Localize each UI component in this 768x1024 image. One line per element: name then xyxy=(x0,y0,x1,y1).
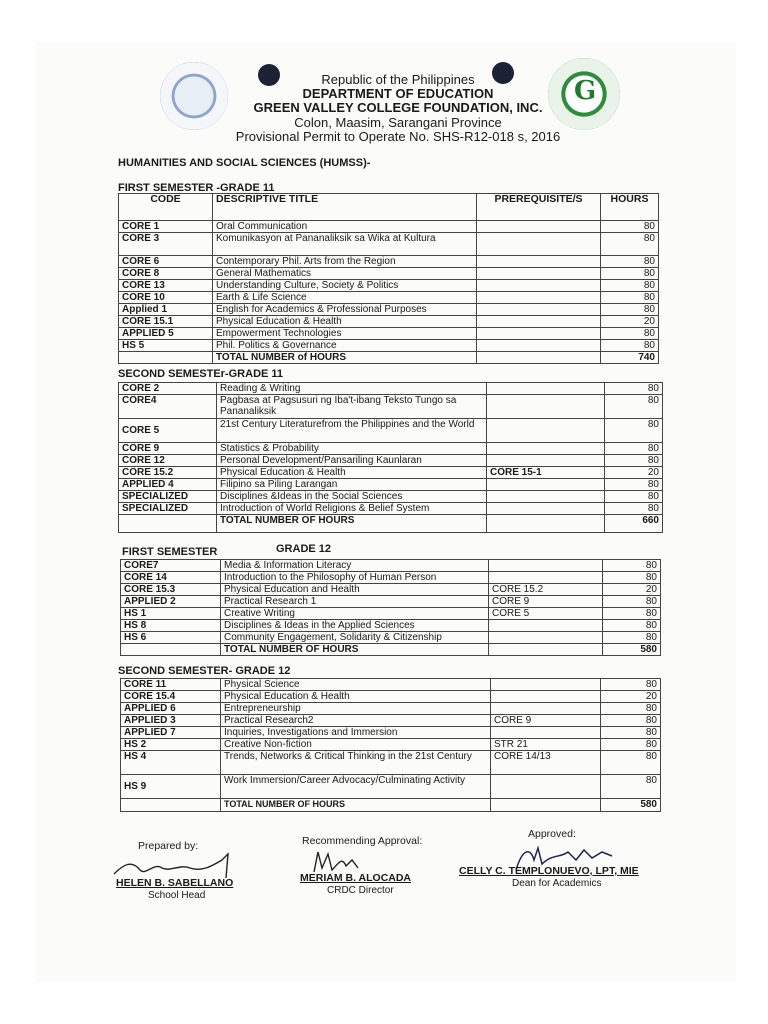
cell-title: Disciplines &Ideas in the Social Sciences xyxy=(217,491,487,503)
table-row xyxy=(119,491,663,503)
cell-title: Media & Information Literacy xyxy=(221,560,489,572)
table-row xyxy=(119,455,663,467)
cell-hours: 20 xyxy=(605,467,663,479)
cell-title: Phil. Politics & Governance xyxy=(213,340,477,352)
cell-prereq xyxy=(487,479,605,491)
section-heading-sem2-g12: SECOND SEMESTER- GRADE 12 xyxy=(118,665,291,677)
table-row xyxy=(121,608,661,620)
cell-prereq xyxy=(489,632,603,644)
cell-code: CORE 3 xyxy=(119,233,213,256)
table-row xyxy=(121,632,661,644)
cell-prereq xyxy=(489,560,603,572)
cell-prereq xyxy=(491,703,601,715)
cell-title: Physical Education & Health xyxy=(213,316,477,328)
cell-code: CORE 9 xyxy=(119,443,217,455)
table-sem1-g11 xyxy=(118,193,659,364)
table-row xyxy=(119,304,659,316)
cell-hours: 80 xyxy=(605,455,663,467)
cell-code: HS 4 xyxy=(121,751,221,775)
cell-prereq xyxy=(477,328,601,340)
cell-code: CORE 15.3 xyxy=(121,584,221,596)
cell-prereq xyxy=(477,280,601,292)
table-total-row xyxy=(121,644,661,656)
cell-hours: 80 xyxy=(601,751,661,775)
cell-prereq xyxy=(487,503,605,515)
cell-code: CORE 1 xyxy=(119,221,213,233)
cell-hours: 20 xyxy=(601,691,661,703)
table-row xyxy=(119,383,663,395)
cell-prereq xyxy=(491,679,601,691)
cell-code: APPLIED 2 xyxy=(121,596,221,608)
table-row xyxy=(119,292,659,304)
table-header-row xyxy=(119,194,659,221)
table-row xyxy=(121,560,661,572)
cell-title: Physical Education and Health xyxy=(221,584,489,596)
col-header-prereq: PREREQUISITE/S xyxy=(477,194,601,221)
cell-hours: 80 xyxy=(601,340,659,352)
table-row xyxy=(119,419,663,443)
cell-prereq: CORE 9 xyxy=(489,596,603,608)
cell-prereq xyxy=(477,316,601,328)
cell-prereq: STR 21 xyxy=(491,739,601,751)
table-total-row xyxy=(119,515,663,533)
table-row xyxy=(121,727,661,739)
col-header-title: DESCRIPTIVE TITLE xyxy=(213,194,477,221)
cell-code: SPECIALIZED xyxy=(119,503,217,515)
cell-hours: 80 xyxy=(601,292,659,304)
cell-title: Disciplines & Ideas in the Applied Sciences xyxy=(221,620,489,632)
table-row xyxy=(121,572,661,584)
cell-hours: 80 xyxy=(603,608,661,620)
cell-prereq xyxy=(489,620,603,632)
cell-title: Trends, Networks & Critical Thinking in the 21st Century xyxy=(221,751,491,775)
cell-hours: 80 xyxy=(601,715,661,727)
cell-code: CORE7 xyxy=(121,560,221,572)
cell-hours: 20 xyxy=(601,316,659,328)
total-label: TOTAL NUMBER OF HOURS xyxy=(221,644,489,656)
col-header-code: CODE xyxy=(119,194,213,221)
cell-hours: 80 xyxy=(601,703,661,715)
cell-code: HS 6 xyxy=(121,632,221,644)
cell-hours: 80 xyxy=(603,620,661,632)
cell-prereq xyxy=(487,455,605,467)
cell-code: APPLIED 6 xyxy=(121,703,221,715)
cell-hours: 80 xyxy=(605,419,663,443)
section-grade-label: GRADE 12 xyxy=(276,543,332,555)
table-row xyxy=(121,715,661,727)
table-row xyxy=(119,256,659,268)
recommending-approval-label: Recommending Approval: xyxy=(302,835,423,847)
total-hours: 660 xyxy=(605,515,663,533)
table-row xyxy=(119,221,659,233)
cell-code: CORE 6 xyxy=(119,256,213,268)
approved-label: Approved: xyxy=(528,828,576,840)
cell-hours: 80 xyxy=(605,479,663,491)
table-row xyxy=(121,703,661,715)
cell-title: Understanding Culture, Society & Politics xyxy=(213,280,477,292)
cell-title: Practical Research2 xyxy=(221,715,491,727)
table-row xyxy=(121,739,661,751)
school-address: Colon, Maasim, Sarangani Province xyxy=(294,115,502,130)
table-sem1-g12 xyxy=(120,559,661,656)
section-heading-sem2-g11: SECOND SEMESTEr-GRADE 11 xyxy=(118,368,284,380)
cell-prereq xyxy=(489,572,603,584)
cell-prereq xyxy=(487,419,605,443)
cell-title: Creative Non-fiction xyxy=(221,739,491,751)
table-row xyxy=(119,395,663,419)
cell-prereq xyxy=(487,443,605,455)
school-name: GREEN VALLEY COLLEGE FOUNDATION, INC. xyxy=(253,100,543,115)
cell-title: Physical Education & Health xyxy=(217,467,487,479)
cell-hours: 80 xyxy=(605,383,663,395)
cell-code: HS 2 xyxy=(121,739,221,751)
cell-title: Reading & Writing xyxy=(217,383,487,395)
cell-title: Inquiries, Investigations and Immersion xyxy=(221,727,491,739)
cell-title: Earth & Life Science xyxy=(213,292,477,304)
total-label: TOTAL NUMBER of HOURS xyxy=(213,352,477,364)
cell-hours: 80 xyxy=(601,775,661,799)
table-row xyxy=(121,679,661,691)
cell-prereq: CORE 14/13 xyxy=(491,751,601,775)
cell-prereq xyxy=(487,383,605,395)
cell-prereq xyxy=(477,292,601,304)
section-heading-sem1-g11: FIRST SEMESTER -GRADE 11 xyxy=(118,182,275,194)
table-row xyxy=(119,328,659,340)
cell-prereq: CORE 15.2 xyxy=(489,584,603,596)
cell-code: CORE 2 xyxy=(119,383,217,395)
cell-code: APPLIED 4 xyxy=(119,479,217,491)
school-seal-monogram: G xyxy=(574,76,597,106)
table-row xyxy=(121,596,661,608)
cell-prereq xyxy=(477,256,601,268)
cell-title: Pagbasa at Pagsusuri ng Iba't-ibang Teksto Tungo sa Pananaliksik xyxy=(217,395,487,419)
cell-title: General Mathematics xyxy=(213,268,477,280)
cell-hours: 80 xyxy=(601,727,661,739)
cell-title: Creative Writing xyxy=(221,608,489,620)
cell-code: CORE 5 xyxy=(119,419,217,443)
total-label: TOTAL NUMBER OF HOURS xyxy=(221,799,491,812)
cell-hours: 80 xyxy=(601,739,661,751)
table-row xyxy=(119,233,659,256)
table-total-row xyxy=(119,352,659,364)
cell-code: HS 9 xyxy=(121,775,221,799)
permit-line: Provisional Permit to Operate No. SHS-R12-018 s, 2016 xyxy=(235,129,561,144)
cell-hours: 80 xyxy=(601,280,659,292)
cell-title: Community Engagement, Solidarity & Citizenship xyxy=(221,632,489,644)
cell-hours: 80 xyxy=(603,596,661,608)
section-heading-sem1-g12: FIRST SEMESTER xyxy=(122,546,218,558)
table-row xyxy=(121,691,661,703)
cell-prereq xyxy=(491,727,601,739)
cell-title: Physical Education & Health xyxy=(221,691,491,703)
cell-code: CORE 15.4 xyxy=(121,691,221,703)
cell-title: Oral Communication xyxy=(213,221,477,233)
cell-title: Personal Development/Pansariling Kaunlaran xyxy=(217,455,487,467)
cell-title: Introduction of World Religions & Belief System xyxy=(217,503,487,515)
cell-hours: 80 xyxy=(601,679,661,691)
cell-prereq xyxy=(477,221,601,233)
table-row xyxy=(119,443,663,455)
cell-code: HS 5 xyxy=(119,340,213,352)
cell-code: APPLIED 3 xyxy=(121,715,221,727)
cell-code: CORE 14 xyxy=(121,572,221,584)
cell-hours: 80 xyxy=(605,491,663,503)
cell-hours: 80 xyxy=(603,632,661,644)
prepared-by-title: School Head xyxy=(148,890,206,901)
cell-code: CORE 15.1 xyxy=(119,316,213,328)
recommending-title: CRDC Director xyxy=(327,885,394,896)
cell-code: CORE 12 xyxy=(119,455,217,467)
cell-hours: 80 xyxy=(605,395,663,419)
recommending-name: MERIAM B. ALOCADA xyxy=(300,872,412,884)
table-row xyxy=(121,751,661,775)
cell-prereq: CORE 5 xyxy=(489,608,603,620)
cell-hours: 80 xyxy=(605,503,663,515)
cell-prereq xyxy=(477,340,601,352)
cell-code: HS 1 xyxy=(121,608,221,620)
table-sem2-g12 xyxy=(120,678,661,812)
cell-code: CORE 15.2 xyxy=(119,467,217,479)
table-row xyxy=(119,316,659,328)
cell-title: Entrepreneurship xyxy=(221,703,491,715)
cell-prereq xyxy=(487,395,605,419)
table-row xyxy=(121,620,661,632)
cell-hours: 80 xyxy=(601,256,659,268)
cell-hours: 80 xyxy=(601,268,659,280)
cell-code: CORE4 xyxy=(119,395,217,419)
cell-hours: 20 xyxy=(603,584,661,596)
cell-code: APPLIED 7 xyxy=(121,727,221,739)
cell-title: Work Immersion/Career Advocacy/Culminating Activity xyxy=(221,775,491,799)
table-row xyxy=(119,467,663,479)
cell-hours: 80 xyxy=(603,572,661,584)
total-hours: 580 xyxy=(601,799,661,812)
table-row xyxy=(121,584,661,596)
cell-prereq xyxy=(487,491,605,503)
cell-title: Empowerment Technologies xyxy=(213,328,477,340)
cell-title: Physical Science xyxy=(221,679,491,691)
cell-title: Filipino sa Piling Larangan xyxy=(217,479,487,491)
cell-prereq xyxy=(491,691,601,703)
cell-code: CORE 10 xyxy=(119,292,213,304)
cell-code: Applied 1 xyxy=(119,304,213,316)
approved-title: Dean for Academics xyxy=(512,878,602,889)
approved-name: CELLY C. TEMPLONUEVO, LPT, MIE xyxy=(459,865,639,877)
total-label: TOTAL NUMBER OF HOURS xyxy=(217,515,487,533)
table-row xyxy=(119,340,659,352)
cell-hours: 80 xyxy=(601,304,659,316)
table-row xyxy=(119,479,663,491)
cell-hours: 80 xyxy=(603,560,661,572)
cell-hours: 80 xyxy=(601,221,659,233)
cell-code: CORE 8 xyxy=(119,268,213,280)
strand-title: HUMANITIES AND SOCIAL SCIENCES (HUMSS)- xyxy=(118,157,371,169)
cell-prereq xyxy=(491,775,601,799)
prepared-by-name: HELEN B. SABELLANO xyxy=(116,877,234,889)
cell-prereq xyxy=(477,304,601,316)
cell-code: CORE 11 xyxy=(121,679,221,691)
total-hours: 580 xyxy=(603,644,661,656)
total-hours: 740 xyxy=(601,352,659,364)
col-header-hours: HOURS xyxy=(601,194,659,221)
cell-title: Contemporary Phil. Arts from the Region xyxy=(213,256,477,268)
cell-code: SPECIALIZED xyxy=(119,491,217,503)
cell-hours: 80 xyxy=(601,233,659,256)
table-row xyxy=(121,775,661,799)
cell-hours: 80 xyxy=(601,328,659,340)
cell-prereq xyxy=(477,233,601,256)
cell-title: 21st Century Literaturefrom the Philippines and the World xyxy=(217,419,487,443)
table-row xyxy=(119,280,659,292)
cell-prereq: CORE 9 xyxy=(491,715,601,727)
cell-prereq: CORE 15-1 xyxy=(487,467,605,479)
republic-line: Republic of the Philippines xyxy=(321,72,475,87)
cell-hours: 80 xyxy=(605,443,663,455)
cell-title: Statistics & Probability xyxy=(217,443,487,455)
cell-prereq xyxy=(477,268,601,280)
cell-title: Introduction to the Philosophy of Human Person xyxy=(221,572,489,584)
table-row xyxy=(119,503,663,515)
table-row xyxy=(119,268,659,280)
cell-title: Komunikasyon at Pananaliksik sa Wika at Kultura xyxy=(213,233,477,256)
prepared-by-label: Prepared by: xyxy=(138,840,199,852)
cell-title: English for Academics & Professional Purposes xyxy=(213,304,477,316)
table-sem2-g11 xyxy=(118,382,663,533)
cell-code: HS 8 xyxy=(121,620,221,632)
cell-title: Practical Research 1 xyxy=(221,596,489,608)
table-total-row xyxy=(121,799,661,812)
cell-code: APPLIED 5 xyxy=(119,328,213,340)
department-line: DEPARTMENT OF EDUCATION xyxy=(302,86,494,101)
cell-code: CORE 13 xyxy=(119,280,213,292)
